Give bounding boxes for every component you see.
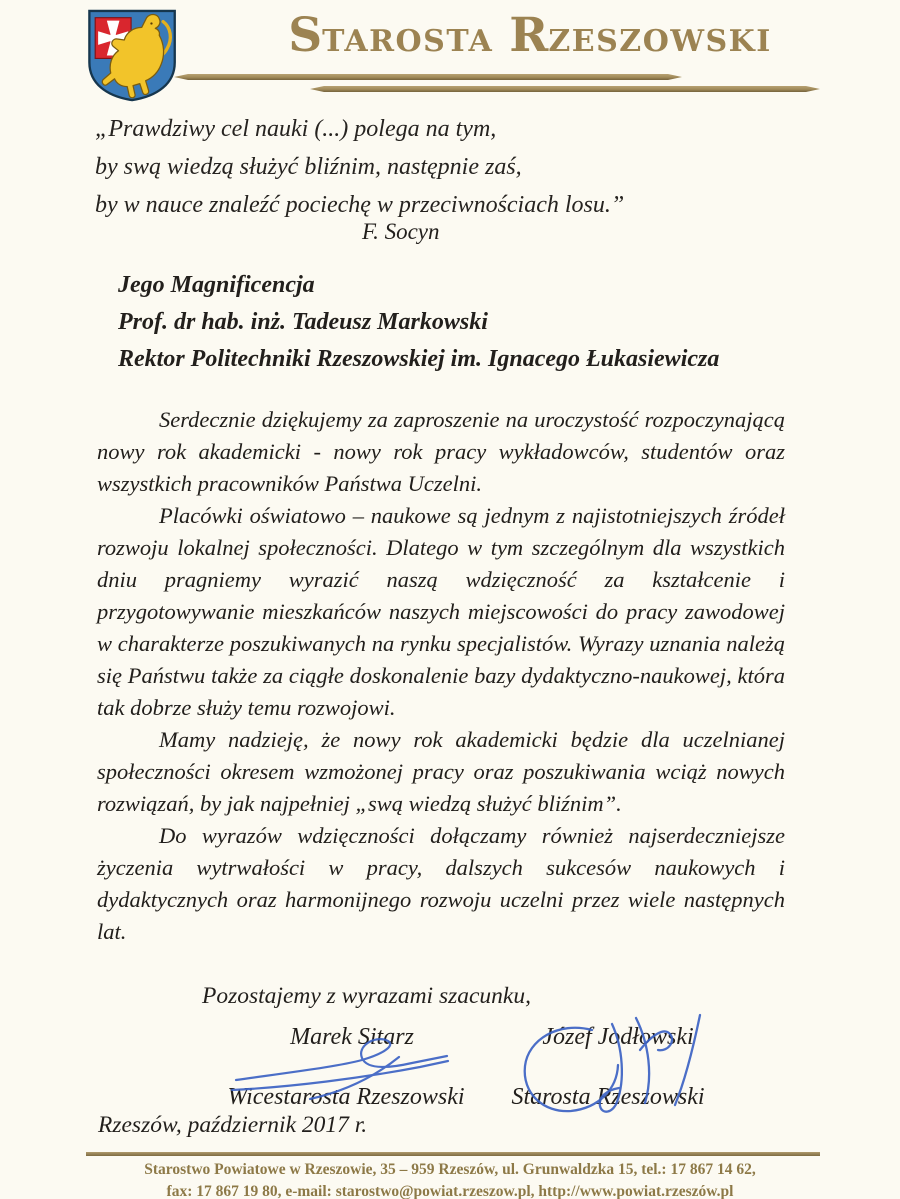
signer-title-right: Starosta Rzeszowski xyxy=(511,1084,705,1110)
rzeszow-coat-of-arms-icon xyxy=(85,8,183,105)
paragraph: Do wyrazów wdzięczności dołączamy również najserdeczniejsze życzenia wytrwałości w pracy, dalszych sukcesów naukowych i dydaktycznych oraz harmonijnego rozwoju uczelni przez wiele następnych lat. xyxy=(97,823,785,944)
footer-rule xyxy=(86,1152,820,1156)
signer-name-right: Józef Jodłowski xyxy=(542,1024,694,1050)
title-initial: R xyxy=(509,8,549,63)
decorative-rule-top xyxy=(174,74,682,80)
paragraph: Placówki oświatowo – naukowe są jednym z najistotniejszych źródeł rozwoju lokalnej społeczności. Dlatego w tym szczególnym dla wszystkich dniu pragniemy wyrazić naszą wdzięczność za kształcenie i przygotowywanie mieszkańców naszych miejscowości do pracy zawodowej w charakterze poszukiwanych na rynku specjalistów. Wyrazy uznania należą się Państwu także za ciągłe doskonalenie bazy dydaktyczno-naukowej, która tak dobrze służy temu rozwojowi. xyxy=(97,503,785,720)
signer-title-left: Wicestarosta Rzeszowski xyxy=(227,1084,465,1110)
closing-phrase: Pozostajemy z wyrazami szacunku, xyxy=(202,983,531,1009)
quote-line: by w nauce znaleźć pociechę w przeciwnościach losu.” xyxy=(95,192,625,218)
motto-quote xyxy=(95,110,624,224)
quote-attribution: F. Socyn xyxy=(362,219,440,244)
place-and-date: Rzeszów, październik 2017 r. xyxy=(98,1112,368,1138)
signer-name-left: Marek Sitarz xyxy=(290,1024,414,1050)
paragraph: Serdecznie dziękujemy za zaproszenie na uroczystość rozpoczynającą nowy rok akademicki - nowy rok pracy wykładowców, studentów oraz wszystkich pracowników Państwa Uczelni. xyxy=(97,407,785,496)
title-word: TAROSTA xyxy=(322,24,494,59)
quote-line: by swą wiedzą służyć bliźnim, następnie zaś, xyxy=(95,154,522,180)
paragraph: Mamy nadzieję, że nowy rok akademicki będzie dla uczelnianej społeczności okresem wzmożonej pracy oraz poszukiwania wciąż nowych rozwiązań, by jak najpełniej „swą wiedzą służyć bliźnim”. xyxy=(97,727,785,816)
footer-address-phone: Starostwo Powiatowe w Rzeszowie, 35 – 959 Rzeszów, ul. Grunwaldzka 15, tel.: 17 867 14 62, xyxy=(144,1161,756,1178)
title-word: ZESZOWSKI xyxy=(548,24,772,59)
quote-line: „Prawdziwy cel nauki (...) polega na tym, xyxy=(95,116,497,142)
addressee-salutation: Jego Magnificencja xyxy=(118,272,315,298)
addressee-name: Prof. dr hab. inż. Tadeusz Markowski xyxy=(118,309,488,335)
addressee-block xyxy=(118,267,719,378)
title-initial: S xyxy=(288,8,323,63)
letter-body xyxy=(97,404,785,948)
decorative-rule-bottom xyxy=(310,86,820,92)
addressee-position: Rektor Politechniki Rzeszowskiej im. Ignacego Łukasiewicza xyxy=(118,346,720,372)
letterhead-title xyxy=(240,10,820,68)
footer-fax-email-web: fax: 17 867 19 80, e-mail: starostwo@powiat.rzeszow.pl, http://www.powiat.rzeszów.pl xyxy=(166,1183,734,1199)
